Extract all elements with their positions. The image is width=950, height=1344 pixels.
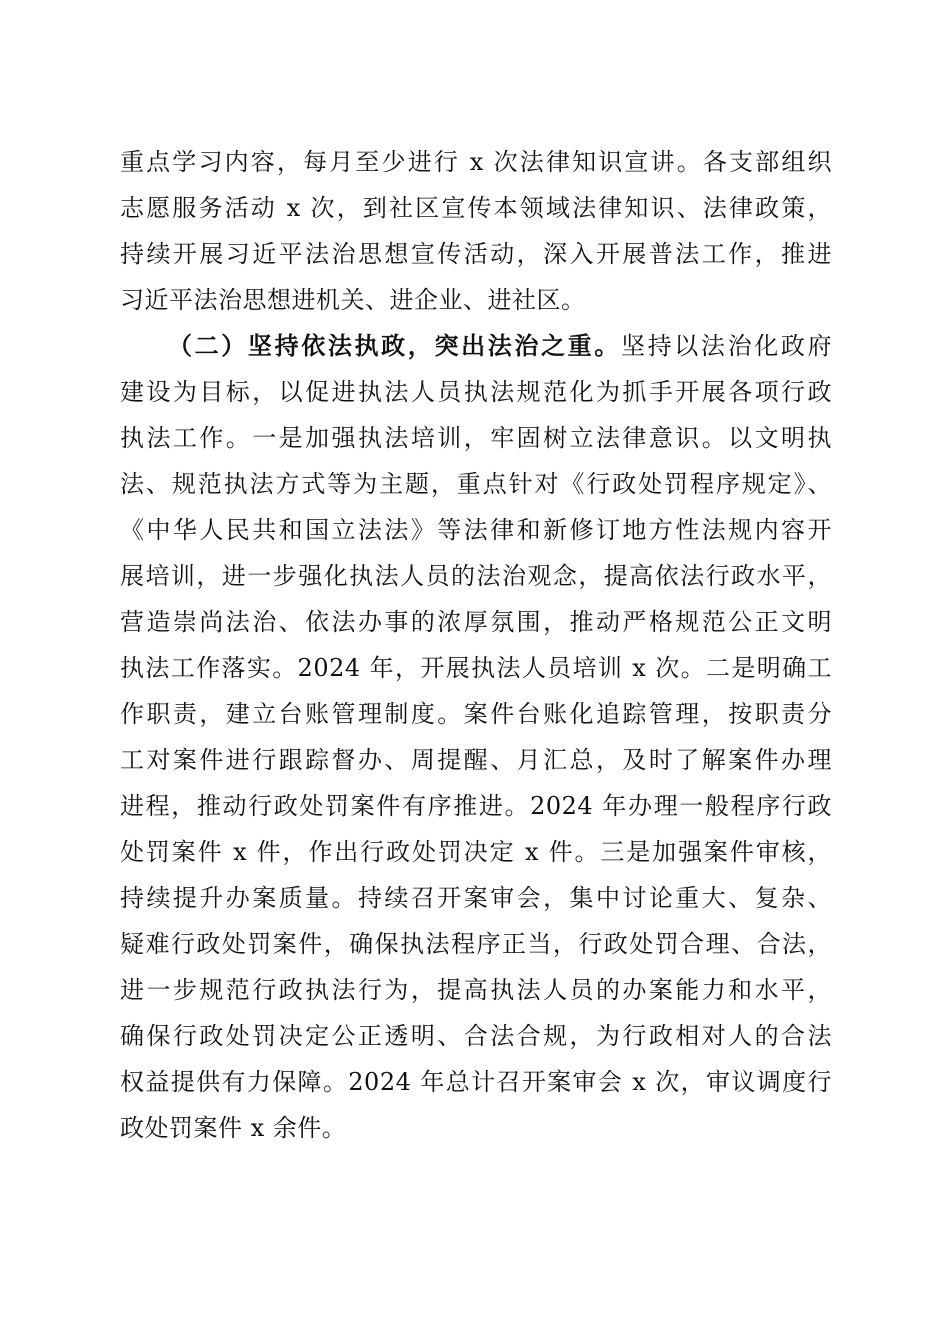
paragraph-2-line: 进程，推动行政处罚案件有序推进。2024 年办理一般程序行政 <box>120 792 832 820</box>
paragraph-1-line-3: 持续开展习近平法治思想宣传活动，深入开展普法工作，推进 <box>120 240 832 268</box>
paragraph-2-line: 作职责，建立台账管理制度。案件台账化追踪管理，按职责分 <box>120 700 832 728</box>
paragraph-2-line: 持续提升办案质量。持续召开案审会，集中讨论重大、复杂、 <box>120 884 832 912</box>
paragraph-2-line: 展培训，进一步强化执法人员的法治观念，提高依法行政水平， <box>120 562 832 590</box>
paragraph-2-line: 权益提供有力保障。2024 年总计召开案审会 x 次，审议调度行 <box>120 1068 832 1096</box>
section-heading: （二）坚持依法执政，突出法治之重。 <box>168 331 621 360</box>
paragraph-1-line-4: 习近平法治思想进机关、进企业、进社区。 <box>120 286 586 314</box>
paragraph-2-line: 进一步规范行政执法行为，提高执法人员的办案能力和水平， <box>120 976 832 1004</box>
paragraph-2-line: 执法工作。一是加强执法培训，牢固树立法律意识。以文明执 <box>120 424 832 452</box>
paragraph-1-line-2: 志愿服务活动 x 次，到社区宣传本领域法律知识、法律政策， <box>120 194 832 222</box>
paragraph-2-line: 处罚案件 x 件，作出行政处罚决定 x 件。三是加强案件审核， <box>120 838 832 866</box>
paragraph-2-first-line-text: 坚持以法治化政府 <box>620 332 833 360</box>
paragraph-2-line: 营造崇尚法治、依法办事的浓厚氛围，推动严格规范公正文明 <box>120 608 832 636</box>
paragraph-2-line: 执法工作落实。2024 年，开展执法人员培训 x 次。二是明确工 <box>120 654 832 682</box>
paragraph-2-line: 建设为目标，以促进执法人员执法规范化为抓手开展各项行政 <box>120 378 832 406</box>
paragraph-1-line-1: 重点学习内容，每月至少进行 x 次法律知识宣讲。各支部组织 <box>120 148 832 176</box>
paragraph-2-line: 《中华人民共和国立法法》等法律和新修订地方性法规内容开 <box>120 516 832 544</box>
paragraph-2-line: 确保行政处罚决定公正透明、合法合规，为行政相对人的合法 <box>120 1022 832 1050</box>
paragraph-2-last-line: 政处罚案件 x 余件。 <box>120 1114 347 1142</box>
paragraph-2-line: 疑难行政处罚案件，确保执法程序正当，行政处罚合理、合法， <box>120 930 832 958</box>
paragraph-2-first-line <box>168 331 832 361</box>
paragraph-2-line: 法、规范执法方式等为主题，重点针对《行政处罚程序规定》、 <box>120 470 832 498</box>
paragraph-2-line: 工对案件进行跟踪督办、周提醒、月汇总，及时了解案件办理 <box>120 746 832 774</box>
